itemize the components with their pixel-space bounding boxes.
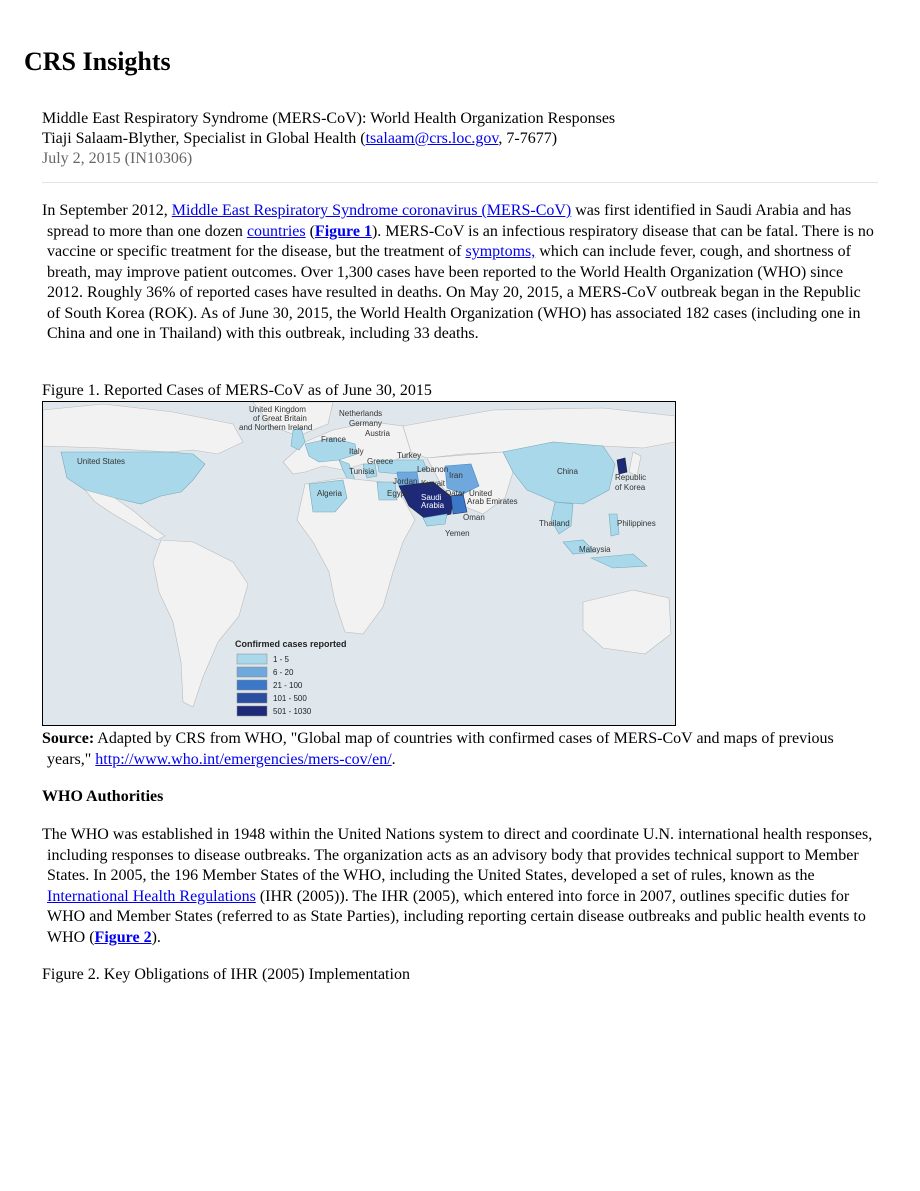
map-label-italy: Italy [349,447,364,456]
figure-2-link[interactable]: Figure 2 [94,928,152,946]
map-label-greece: Greece [367,457,394,466]
map-label-uae-2: Arab Emirates [467,497,518,506]
report-title: Middle East Respiratory Syndrome (MERS-CoV): World Health Organization Responses [42,110,616,127]
legend-label-4: 101 - 500 [273,694,307,703]
map-label-uk-2: of Great Britain [253,414,307,423]
legend-swatch-1 [237,654,267,664]
map-label-france: France [321,435,346,444]
map-label-tunisia: Tunisia [349,467,375,476]
author-email-link[interactable]: tsalaam@crs.loc.gov [365,130,499,147]
legend-title: Confirmed cases reported [235,639,347,649]
who-authorities-paragraph: The WHO was established in 1948 within the United Nations system to direct and coordinate U.N. international health responses, including responses to disease outbreaks. The organization acts as an advisory body that provides technical support to Member States. In 2005, the 196 Member States of the WHO, including the United States, developed a set of rules, known as the International Health Regulations (IHR (2005)). The IHR (2005), which entered into force in 2007, outlines specific duties for WHO and Member States (referred to as State Parties), including reporting certain disease outbreaks and public health events to WHO (Figure 2). [42,826,873,946]
source-label: Source: [42,730,95,747]
map-label-kuwait: Kuwait [421,479,446,488]
map-label-uk-3: and Northern Ireland [239,423,313,432]
map-label-turkey: Turkey [397,451,422,460]
legend-label-1: 1 - 5 [273,655,290,664]
author-phone: , 7-7677) [498,130,558,147]
legend-swatch-2 [237,667,267,677]
map-label-netherlands: Netherlands [339,409,383,418]
symptoms-link[interactable]: symptoms, [465,243,536,260]
map-label-qatar: Qatar [445,489,466,498]
map-label-austria: Austria [365,429,390,438]
map-label-arabia: Arabia [421,501,445,510]
map-label-china: China [557,467,578,476]
who-source-link[interactable]: http://www.who.int/emergencies/mers-cov/en/ [95,750,392,768]
map-label-korea: Republic [615,473,647,482]
map-label-germany: Germany [349,419,382,428]
map-label-korea-2: of Korea [615,483,646,492]
figure-1-caption: Figure 1. Reported Cases of MERS-CoV as of June 30, 2015 [42,382,432,399]
map-label-yemen: Yemen [445,529,470,538]
map-label-lebanon: Lebanon [417,465,449,474]
map-label-thailand: Thailand [539,519,570,528]
legend-label-2: 6 - 20 [273,668,294,677]
mers-world-map [42,401,676,726]
map-label-jordan: Jordan [393,477,418,486]
section-heading-who-authorities: WHO Authorities [42,788,164,805]
legend-swatch-5 [237,706,267,716]
legend-label-3: 21 - 100 [273,681,303,690]
map-label-oman: Oman [463,513,485,522]
figure-1-link[interactable]: Figure 1 [314,222,372,240]
map-label-uk: United Kingdom [249,405,306,414]
report-header [42,109,878,169]
map-label-iran: Iran [449,471,463,480]
map-label-egypt: Egypt [387,489,408,498]
figure-1-source: Source: Adapted by CRS from WHO, "Global map of countries with confirmed cases of MERS-CoV and maps of previous years," http://www.who.int/emergencies/mers-cov/en/. [42,730,834,768]
legend-swatch-4 [237,693,267,703]
map-label-uae: United [469,489,493,498]
ihr-link[interactable]: International Health Regulations [47,887,256,905]
report-date: July 2, 2015 (IN10306) [42,150,193,167]
map-label-usa: United States [77,457,126,466]
map-label-saudi: Saudi [421,493,442,502]
intro-paragraph: In September 2012, Middle East Respiratory Syndrome coronavirus (MERS-CoV) was first identified in Saudi Arabia and has spread to more than one dozen countries (Figure 1). MERS-CoV is an infectious respiratory disease that can be fatal. There is no vaccine or specific treatment for the disease, but the treatment of symptoms, which can include fever, cough, and shortness of breath, may improve patient outcomes. Over 1,300 cases have been reported to the World Health Organization (WHO) since 2012. Roughly 36% of reported cases have resulted in deaths. On May 20, 2015, a MERS-CoV outbreak began in the Republic of South Korea (ROK). As of June 30, 2015, the World Health Organization (WHO) has associated 182 cases (including one in China and one in Thailand) with this outbreak, including 33 deaths. [42,202,874,342]
map-label-malaysia: Malaysia [579,545,611,554]
author-name: Tiaji Salaam-Blyther, Specialist in Global Health ( [42,130,366,147]
header-divider [42,182,878,183]
countries-link[interactable]: countries [246,222,306,240]
author-line [42,129,878,149]
map-label-philippines: Philippines [617,519,656,528]
legend-label-5: 501 - 1030 [273,707,312,716]
map-label-algeria: Algeria [317,489,342,498]
page-title: CRS Insights [24,47,171,76]
legend-swatch-3 [237,680,267,690]
figure-2-caption: Figure 2. Key Obligations of IHR (2005) Implementation [42,966,410,983]
mers-cov-link[interactable]: Middle East Respiratory Syndrome coronavirus (MERS-CoV) [171,202,572,219]
